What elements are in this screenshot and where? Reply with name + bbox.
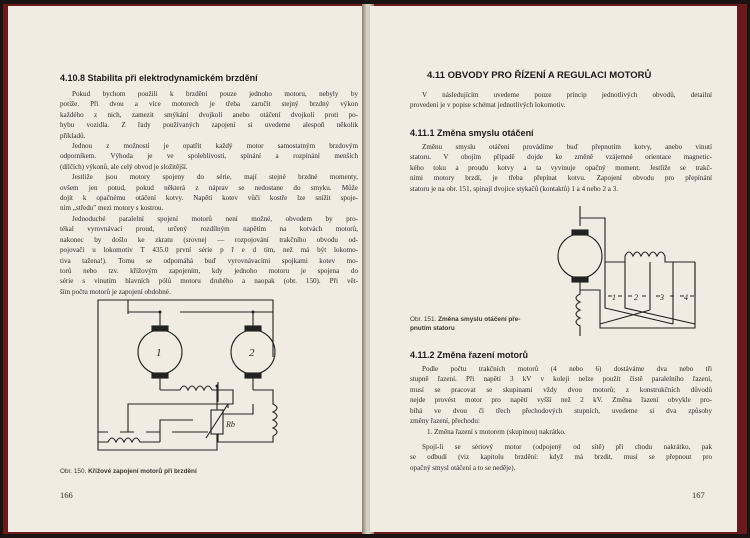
contact-2-label: 2 xyxy=(634,293,638,302)
text-line: torů nebo tzv. křížovým zapojením, kdy jednoho motoru je spojena do xyxy=(60,266,358,275)
text-line: Pokud bychom použili k brzdění pouze jednoho motoru, nebyly by xyxy=(72,90,358,98)
figure-151-caption xyxy=(410,316,520,333)
text-line: odporníkem. Výhoda je ve spolehlivosti, spínání a rozpínání menších xyxy=(60,152,358,161)
paragraph xyxy=(60,141,358,172)
text-line: nejde provést motor pro napětí vyšší než 2 kV. Změna řazení obvykle pro- xyxy=(410,396,712,405)
list-item-1: 1. Změna řazení s motorem (skupinou) nakrátko. xyxy=(427,428,566,436)
text-line: Jednoduché paralelní spojení motorů není možné, obvodem by pro- xyxy=(72,214,358,223)
text-line: dojít k opačnému otáčení kotvy. Napětí kotev vůči kostře lze snížit spoje- xyxy=(60,194,358,203)
cross-connection-circuit xyxy=(68,292,358,462)
motor-1-label: 1 xyxy=(156,347,162,359)
section-heading: 4.10.8 Stabilita při elektrodynamickém brzdění xyxy=(60,73,258,83)
body-text xyxy=(60,89,358,297)
text-line: ším počtu motorů je zapojení obdobné. xyxy=(60,287,171,296)
text-line: příkladů. xyxy=(60,131,86,140)
left-page xyxy=(8,6,365,532)
text-line: tiva tažena!). Tomu se odpomáhá buď vyrovnávacími spojkami kotev mo- xyxy=(60,256,358,265)
text-line: provedení je v popise schémat jednotlivých lokomotiv. xyxy=(410,101,566,110)
text-line: potíže. Při dvou a více motorech je třeba zaručit stejný brzdný výkon xyxy=(60,100,358,109)
chapter-heading: 4.11 OBVODY PRO ŘÍZENÍ A REGULACI MOTORŮ xyxy=(427,70,652,81)
caption-text-line-1: Změna smyslu otáčení pře- xyxy=(438,316,521,323)
text-line: Spojí-li se sériový motor (odpojený od sítě) při chodu nakrátko, pak xyxy=(422,443,712,451)
text-line: nakonec by došlo ke zkratu (srovnej — rozpojování trakčního obvodu od- xyxy=(60,235,358,244)
motor-2-label: 2 xyxy=(249,347,255,359)
text-line: Jestliže jsou motory spojeny do série, mají stejné brzdné momenty, xyxy=(72,173,358,182)
figure-150-caption xyxy=(60,468,197,477)
text-line: kého toku a proudu kotvy a ta vyvinuje opačný moment. Jestliže se trakč- xyxy=(410,163,712,172)
subsection-1-text xyxy=(410,142,712,194)
text-line: každého z nich, zamezit smýkání dvojkolí anebo otáčení dvojkolí proti po- xyxy=(60,110,358,119)
subsection-heading-1: 4.11.1 Změna smyslu otáčení xyxy=(410,128,534,138)
contact-3-label: 3 xyxy=(660,293,664,302)
paragraph xyxy=(60,172,358,214)
right-page xyxy=(370,6,737,532)
text-line: Změnu smyslu otáčení provádíme buď přepnutím kotvy, anebo vinutí xyxy=(422,143,712,151)
text-line: ním „středu" mezi motory s kostrou. xyxy=(60,204,164,213)
text-line: ovšem jen potud, pokud některá z náprav se nedostane do smyku. Může xyxy=(60,183,358,192)
figure-150-diagram xyxy=(68,292,358,462)
subsection-heading-2: 4.11.2 Změna řazení motorů xyxy=(410,350,529,360)
text-line: stupně řazení. Při napětí 3 kV v koleji nelze použít čistě paralelního řazení, xyxy=(410,375,712,384)
text-line: pojovači u lokomotiv T 435.0 první série p ř e d tím, než má být lokomo- xyxy=(60,246,358,255)
paragraph xyxy=(60,89,358,141)
text-line: tékal vyrovnávací proud, určený rozdílným napětím na kotvách motorů, xyxy=(60,225,358,234)
text-line: V následujícím uvedeme pouze princip jednotlivých obvodů, detailní xyxy=(422,91,712,99)
text-line: (dílčích) výkonů, ale celý obvod je složitější. xyxy=(60,162,188,171)
text-line: série s vinutím hlavních pólů motoru druhého a naopak (obr. 150). Při vět- xyxy=(60,277,358,286)
stator-reversal-circuit xyxy=(530,198,700,338)
text-line: statoru. V obojím případě dojde ke změně vzájemné orientace magnetic- xyxy=(410,153,712,162)
figure-151-diagram xyxy=(530,198,700,338)
text-line: hybu vozidla. Z řady používaných zapojení si uvedeme alespoň několik xyxy=(60,121,358,130)
caption-text-line-2: pnutím statoru xyxy=(410,324,455,332)
text-line: statoru je na obr. 151, spínají dvojice stykačů (kontaktů) 1 a 4 nebo 2 a 3. xyxy=(410,184,619,193)
text-line: ními motory brzdí, je třeba přepínat kotvu. Zapojení obvodu pro přepínání xyxy=(410,174,712,183)
text-line: musí se pracovat se skupinami vždy dvou motorů; z konstrukčních důvodů xyxy=(410,385,712,394)
text-line: se odbudí (viz kapitolu brzdění: když má brzdit, musí se přepnout pro xyxy=(410,453,712,462)
list-item-text xyxy=(410,442,712,473)
page-number: 166 xyxy=(60,490,73,500)
resistor-label: Rb xyxy=(226,420,235,429)
subsection-2-text xyxy=(410,364,712,426)
caption-number: Obr. 151. xyxy=(410,316,437,323)
caption-text: Křížové zapojení motorů při brzdění xyxy=(88,468,197,475)
contact-4-label: 4 xyxy=(684,293,688,302)
text-line: bíhá ve dvou či třech přechodových stupních, uvedeme si dva způsoby xyxy=(410,406,712,415)
caption-number: Obr. 150. xyxy=(60,468,87,475)
text-line: Podle počtu trakčních motorů (4 nebo 6) dostáváme dva nebo tři xyxy=(422,365,712,373)
text-line: opačný smysl otáčení a to se neděje). xyxy=(410,463,516,472)
page-number: 167 xyxy=(692,490,705,500)
text-line: Jednou z možností je opatřit každý motor samostatným brzdovým xyxy=(72,142,358,151)
intro-text xyxy=(410,90,712,111)
contact-1-label: 1 xyxy=(612,293,616,302)
text-line: změny řazení, přechodu: xyxy=(410,417,480,426)
paragraph xyxy=(60,214,358,297)
